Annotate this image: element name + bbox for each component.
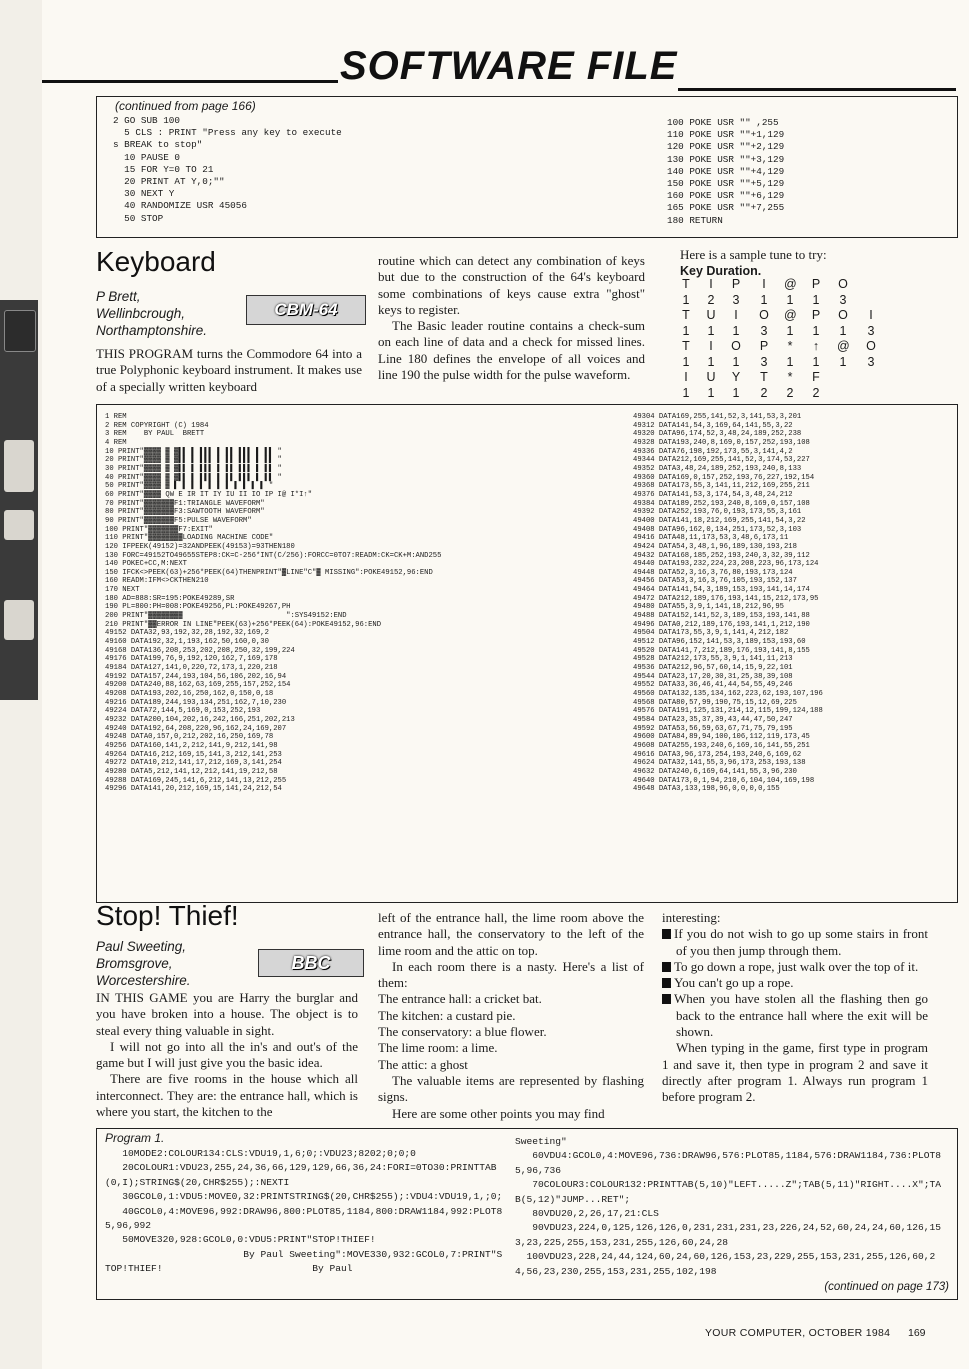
code-line: 49432 DATA168,185,252,193,240,3,32,39,112 <box>633 551 810 560</box>
code-line: 90VDU23,224,0,125,126,126,0,231,231,231,23,226,24,52,60,24,24,60,126,153,23,225,255,153,231,255,126,60,24,28 <box>515 1222 942 1248</box>
photo-key <box>4 440 34 492</box>
bullet-icon <box>662 962 671 972</box>
list-item: The entrance hall: a cricket bat. <box>378 991 542 1007</box>
tune-cell: P <box>759 339 769 353</box>
code-line: Sweeting" <box>515 1136 567 1147</box>
code-line: 49608 DATA255,193,240,6,169,16,141,55,251 <box>633 741 810 750</box>
tune-cell: 3 <box>760 354 768 369</box>
header-rule <box>678 88 956 91</box>
tune-cell: 3 <box>732 292 740 307</box>
code-line: 180 AD=888:SR=195:POKE49289,SR <box>105 594 235 603</box>
section-header: SOFTWARE FILE <box>340 44 678 88</box>
code-line: 110 POKE USR ""+1,129 <box>667 129 785 141</box>
code-line: 20COLOUR1:VDU23,255,24,36,66,129,129,66,36,24:FORI=0TO30:PRINTTAB(0,I);STRING$(20,CHR$255);:NEXTI <box>105 1162 497 1188</box>
paragraph: When typing in the game, first type in program 1 and save it, then type in program 2 and save it directly after program 1. Always run program 1 before program 2. <box>662 1040 928 1105</box>
code-line: 30GCOL0,1:VDU5:MOVE0,32:PRINTSTRING$(20,CHR$255);:VDU4:VDU19,1,;0; <box>105 1191 503 1203</box>
code-line: 49168 DATA136,208,253,202,208,250,32,199,224 <box>105 646 295 655</box>
code-line: 20 PRINT"▓▓▓▓ ▓ ▓▌▌ ▌ ▌▌▌ ▌ ▌▌ ▌▌▌ ▌ ▌▌ " <box>105 456 282 465</box>
code-line: 49552 DATA33,36,46,41,44,54,55,49,246 <box>633 681 793 690</box>
tune-cell: I <box>762 277 766 291</box>
paragraph: interesting: <box>662 910 721 925</box>
article-title: Stop! Thief! <box>96 900 239 931</box>
code-line: 60VDU4:GCOL0,4:MOVE96,736:DRAW96,576:PLOT85,1184,576:DRAW1184,736:PLOT85,96,736 <box>515 1150 942 1176</box>
code-line: 49184 DATA127,141,0,220,72,173,1,220,218 <box>105 664 278 673</box>
paragraph: routine which can detect any combination of keys but due to the construction of the 64's keyboard some combinations of keys cause extra "ghost" keys to register. <box>378 253 645 317</box>
code-line: 100VDU23,228,24,44,124,60,24,60,126,153,23,229,255,153,231,255,126,60,24,56,23,230,255,153,231,255,102,198 <box>515 1251 936 1277</box>
list-item: You can't go up a rope. <box>662 975 928 991</box>
code-line: 80 PRINT"▓▓▓▓▓▓▓F3:SAWTOOTH WAVEFORM" <box>105 508 265 517</box>
tune-cell: O <box>838 277 848 291</box>
code-line: 49584 DATA23,35,37,39,43,44,47,50,247 <box>633 715 793 724</box>
code-line: 49472 DATA212,189,176,193,141,15,212,173,95 <box>633 594 819 603</box>
code-line: 130 FORC=49152TO49655STEP8:CK=C-256*INT(C/256):FORCC=0TO7:READM:CK=CK+M:AND255 <box>105 551 442 560</box>
tune-cell: T <box>760 370 768 384</box>
tune-cell: 1 <box>786 354 794 369</box>
code-line: 50 STOP <box>113 212 164 224</box>
list-item: When you have stolen all the flashing then go back to the entrance hall where the exit will be shown. <box>662 991 928 1040</box>
tune-cell: I <box>734 308 738 322</box>
article-column-1 <box>96 346 362 395</box>
code-line: 49512 DATA96,152,141,53,3,189,153,193,60 <box>633 638 806 647</box>
code-line: 49232 DATA200,104,202,16,242,166,251,202,213 <box>105 715 295 724</box>
tune-cell: O <box>731 339 741 353</box>
tune-cell: 1 <box>707 354 715 369</box>
tune-cell: 1 <box>839 354 847 369</box>
tune-cell: 3 <box>839 292 847 307</box>
tune-cell: O <box>759 308 769 322</box>
article-column-2 <box>378 910 644 1122</box>
continued-note: (continued from page 166) <box>115 99 256 113</box>
code-line: 170 NEXT <box>105 586 140 595</box>
photo-key <box>4 310 36 352</box>
paragraph: turns the Commodore 64 into a true Polyphonic keyboard instrument. It makes use of a specially written keyboard <box>96 346 363 394</box>
code-line: 40 RANDOMIZE USR 45056 <box>113 200 247 212</box>
code-line: 90 PRINT"▓▓▓▓▓▓▓F5:PULSE WAVEFORM" <box>105 516 252 525</box>
tune-cell: I <box>709 277 713 291</box>
code-line: 49384 DATA189,252,193,240,8,169,0,157,108 <box>633 499 810 508</box>
bullet-icon <box>662 994 671 1004</box>
paragraph: Here are some other points you may find <box>392 1105 605 1121</box>
tune-cell: 1 <box>732 354 740 369</box>
code-line: 210 PRINT"▓▓ERROR IN LINE"PEEK(63)+256*PEEK(64):POKE49152,96:END <box>105 620 382 629</box>
code-line: 70COLOUR3:COLOUR132:PRINTTAB(5,10)"LEFT.....Z";TAB(5,11)"RIGHT....X";TAB(5,12)"JUMP...RET"; <box>515 1179 942 1205</box>
code-line: 160 POKE USR ""+6,129 <box>667 190 785 202</box>
code-line: 190 PL=800:PH=008:POKE49256,PL:POKE49267,PH <box>105 603 291 612</box>
code-line: 49648 DATA3,133,198,96,0,0,0,0,155 <box>633 785 780 794</box>
tune-cell: * <box>787 370 793 384</box>
code-line: 100 PRINT"▓▓▓▓▓▓▓F7:EXIT" <box>105 525 213 534</box>
code-line: 49344 DATA212,169,255,141,52,3,174,53,227 <box>633 456 810 465</box>
tune-cell: 1 <box>682 323 690 338</box>
code-line: 49400 DATA141,18,212,169,255,141,54,3,22 <box>633 516 806 525</box>
code-line: 10MODE2:COLOUR134:CLS:VDU19,1,6;0;:VDU23;8202;0;0;0 <box>105 1148 416 1159</box>
code-line: 49480 DATA55,3,9,1,141,18,212,96,95 <box>633 603 784 612</box>
listing-label: Program 1. <box>105 1131 165 1145</box>
code-line: 49312 DATA141,54,3,169,64,141,55,3,22 <box>633 421 793 430</box>
code-line: 49224 DATA72,144,5,169,0,153,252,193 <box>105 707 261 716</box>
code-line: 40GCOL0,4:MOVE96,992:DRAW96,800:PLOT85,1184,800:DRAW1184,992:PLOT85,96,992 <box>105 1205 503 1232</box>
code-line: 49464 DATA141,54,3,189,153,193,141,14,174 <box>633 586 810 595</box>
code-line: 49176 DATA199,76,9,192,120,162,7,169,178 <box>105 655 278 664</box>
code-line: 160 READM:IFM<>CKTHEN210 <box>105 577 209 586</box>
code-line: 49568 DATA80,57,99,190,75,15,12,69,225 <box>633 698 797 707</box>
article-title: Keyboard <box>96 246 216 277</box>
keyboard-photo-strip <box>0 300 38 700</box>
tune-cell: 1 <box>732 323 740 338</box>
tune-cell: 1 <box>760 292 768 307</box>
tune-cell: @ <box>784 308 797 322</box>
code-line: 49408 DATA96,162,0,134,251,173,52,3,103 <box>633 525 802 534</box>
code-listing-left <box>105 413 441 794</box>
paragraph: left of the entrance hall, the lime room above the entrance hall, the conservatory to the left of the lime room and the attic on top. <box>378 910 644 958</box>
code-line: 80VDU20,2,26,17,21:CLS <box>515 1208 659 1220</box>
tune-heading: Key Duration. <box>680 264 762 278</box>
tune-cell: 1 <box>786 292 794 307</box>
code-line: s BREAK to stop" <box>113 139 203 151</box>
tune-cell: I <box>709 339 713 353</box>
code-line: 49392 DATA252,193,76,0,193,173,55,3,161 <box>633 508 802 517</box>
lead-in: IN THIS GAME <box>96 990 188 1005</box>
tune-cell: P <box>811 277 821 291</box>
code-line: 150 IFCK<>PEEK(63)+256*PEEK(64)THENPRINT"▓LINE"C"▓ MISSING":POKE49152,96:END <box>105 568 433 577</box>
tune-cell: O <box>838 308 848 322</box>
page-number: 169 <box>908 1327 926 1339</box>
code-line: 40 PRINT"▓▓▓▓ ▓ ▓▌▌ ▌ ▌▌▌ ▌ ▌▌ ▌▌▌ ▌ ▌▌ " <box>105 473 282 482</box>
code-line: 140 POKE USR ""+4,129 <box>667 165 785 177</box>
bullet-icon <box>662 978 671 988</box>
code-line: 49336 DATA76,198,192,173,55,3,141,4,2 <box>633 447 793 456</box>
tune-cell: 1 <box>812 292 820 307</box>
tune-cell: 2 <box>786 385 794 400</box>
list-item: To go down a rope, just walk over the top of it. <box>662 959 928 975</box>
code-line: 49216 DATA189,244,193,134,251,162,7,10,230 <box>105 698 287 707</box>
code-line: 49248 DATA0,157,0,212,202,16,250,169,78 <box>105 733 274 742</box>
tune-cell: U <box>706 370 716 384</box>
tune-cell: 2 <box>707 292 715 307</box>
tune-intro: Here is a sample tune to try: <box>680 247 827 262</box>
code-line: 120 POKE USR ""+2,129 <box>667 141 785 153</box>
code-line: 49624 DATA32,141,55,3,96,173,253,193,138 <box>633 759 806 768</box>
code-line: 3 REM BY PAUL BRETT <box>105 430 205 439</box>
tune-cell: 3 <box>760 323 768 338</box>
article-column-2 <box>378 253 645 383</box>
code-line: 49520 DATA141,7,212,189,176,193,141,8,155 <box>633 646 810 655</box>
code-line: 49328 DATA193,240,8,169,0,157,252,193,108 <box>633 438 810 447</box>
tune-cell: I <box>869 308 873 322</box>
c64-listing-box <box>96 404 958 903</box>
tune-cell: 1 <box>682 292 690 307</box>
article-author: P Brett, Wellinbcrough, Northamptonshire. <box>96 289 208 338</box>
code-line: 49288 DATA169,245,141,6,212,141,13,212,255 <box>105 776 287 785</box>
bbc-listing-box <box>96 1128 958 1300</box>
tune-cell: 2 <box>812 385 820 400</box>
code-line: 49632 DATA240,6,169,64,141,55,3,96,230 <box>633 767 797 776</box>
code-line: 49616 DATA3,96,173,254,193,240,6,169,62 <box>633 750 802 759</box>
code-line: 49280 DATA5,212,141,12,212,141,19,212,58 <box>105 767 278 776</box>
tune-cell: I <box>684 370 688 384</box>
tune-cell: 2 <box>760 385 768 400</box>
list-item: If you do not wish to go up some stairs in front of you then jump through them. <box>662 926 928 959</box>
tune-cell: T <box>682 277 690 291</box>
code-line: 49376 DATA141,53,3,174,54,3,48,24,212 <box>633 490 793 499</box>
nasty-list <box>378 991 644 1072</box>
tune-cell: 1 <box>682 354 690 369</box>
code-line: 50MOVE320,928:GCOL0,0:VDU5:PRINT"STOP!THIEF! <box>105 1234 376 1246</box>
code-line: 10 PAUSE 0 <box>113 151 180 163</box>
list-item: The conservatory: a blue flower. <box>378 1024 547 1040</box>
list-item: The lime room: a lime. <box>378 1040 498 1056</box>
code-line: 1 REM <box>105 413 127 421</box>
code-line: 49416 DATA48,11,173,53,3,48,6,173,11 <box>633 534 789 543</box>
code-line: 15 FOR Y=0 TO 21 <box>113 163 214 175</box>
tune-cell: 3 <box>867 354 875 369</box>
tune-cell: Y <box>731 370 741 384</box>
code-listing-right <box>633 413 823 794</box>
code-line: 49424 DATA54,3,48,1,96,189,130,193,218 <box>633 542 797 551</box>
code-line: 49544 DATA23,17,20,30,31,25,38,39,108 <box>633 672 793 681</box>
tune-cell: ↑ <box>812 339 820 353</box>
code-line: 50 PRINT"▓▓▓▓ ▓ ▌ ▌ ▌ ▌ ▌ ▌ ▌ ▌ ▌ ▌ ▌ " <box>105 482 274 491</box>
tune-cell: U <box>706 308 716 322</box>
bullet-icon <box>662 929 671 939</box>
code-line: 49240 DATA192,64,208,220,96,162,24,169,207 <box>105 724 287 733</box>
tune-cell: 1 <box>839 323 847 338</box>
tune-cell: 1 <box>707 385 715 400</box>
code-line: 49264 DATA16,212,169,15,141,3,212,141,253 <box>105 750 282 759</box>
code-line: 10 PRINT"▓▓▓▓ ▓ ▓▌▌ ▌ ▌▌▌ ▌ ▌▌ ▌▌▌ ▌ ▌▌ " <box>105 447 282 456</box>
paragraph: There are five rooms in the house which all interconnect. They are: the entrance hall, which is where you start, the kitchen to the <box>96 1071 358 1120</box>
code-line: 49272 DATA10,212,141,17,212,169,3,141,254 <box>105 759 282 768</box>
code-line: 49504 DATA173,55,3,9,1,141,4,212,182 <box>633 629 789 638</box>
code-line: 200 PRINT"▓▓▓▓▓▓▓▓ ":SYS49152:END <box>105 612 347 621</box>
code-line: 49592 DATA53,56,59,63,67,71,75,79,195 <box>633 724 793 733</box>
top-listing-box <box>96 96 958 238</box>
tune-cell: P <box>811 308 821 322</box>
code-line: 49200 DATA240,88,162,63,169,255,157,252,154 <box>105 681 291 690</box>
code-line: 49448 DATA52,3,16,3,76,80,193,173,124 <box>633 568 793 577</box>
code-line: 140 POKEC+CC,M:NEXT <box>105 560 187 569</box>
code-line: 49296 DATA141,20,212,169,15,141,24,212,54 <box>105 785 282 794</box>
lead-in: THIS PROGRAM <box>96 346 194 361</box>
tune-cell: P <box>731 277 741 291</box>
code-line: 49304 DATA169,255,141,52,3,141,53,3,201 <box>633 413 802 421</box>
code-line: 130 POKE USR ""+3,129 <box>667 153 785 165</box>
continued-note: (continued on page 173) <box>824 1281 949 1293</box>
code-listing-left <box>105 1147 505 1277</box>
code-line: 120 IFPEEK(49152)=32ANDPEEK(49153)=93THEN180 <box>105 542 295 551</box>
code-line: 49192 DATA157,244,193,104,56,106,202,16,94 <box>105 672 287 681</box>
paragraph: In each room there is a nasty. Here's a list of them: <box>378 958 644 991</box>
code-line: 49528 DATA212,173,55,3,9,1,141,11,213 <box>633 655 793 664</box>
code-line: 49152 DATA32,93,192,32,28,192,32,169,2 <box>105 629 269 638</box>
code-line: 5 CLS : PRINT "Press any key to execute <box>113 127 342 139</box>
code-line: 100 POKE USR "" ,255 <box>667 117 779 128</box>
code-line: 49488 DATA152,141,52,3,189,153,193,141,88 <box>633 612 810 621</box>
code-line: By Paul Sweeting":MOVE330,932:GCOL0,7:PRINT"STOP!THIEF! By Paul <box>105 1248 503 1275</box>
code-line: 70 PRINT"▓▓▓▓▓▓▓F1:TRIANGLE WAVEFORM" <box>105 499 265 508</box>
footer-publication: YOUR COMPUTER, OCTOBER 1984 <box>705 1327 891 1339</box>
tune-cell: F <box>812 370 820 384</box>
article-column-1 <box>96 990 358 1120</box>
photo-key <box>4 600 34 640</box>
list-item: The attic: a ghost <box>378 1056 468 1072</box>
code-line: 30 PRINT"▓▓▓▓ ▓ ▓▌▌ ▌ ▌▌▌ ▌ ▌▌ ▌▌▌ ▌ ▌▌ " <box>105 464 282 473</box>
code-line: 49536 DATA212,96,57,60,14,15,9,22,101 <box>633 664 793 673</box>
code-line: 165 POKE USR ""+7,255 <box>667 202 785 214</box>
code-line: 49352 DATA3,48,24,189,252,193,240,8,133 <box>633 464 802 473</box>
code-line: 49456 DATA53,3,16,3,76,105,193,152,137 <box>633 577 797 586</box>
code-line: 2 REM COPYRIGHT (C) 1984 <box>105 421 209 430</box>
code-line: 30 NEXT Y <box>113 188 175 200</box>
code-line: 150 POKE USR ""+5,129 <box>667 178 785 190</box>
code-line: 49440 DATA193,232,224,23,208,223,96,173,124 <box>633 560 819 569</box>
paragraph: I will not go into all the in's and out's of the game but I will just give you the basic idea. <box>96 1038 358 1071</box>
tune-cell: @ <box>784 277 797 291</box>
code-line: 49160 DATA192,32,1,193,162,50,160,0,30 <box>105 638 269 647</box>
code-line: 49640 DATA173,0,1,94,210,6,104,104,169,198 <box>633 776 815 785</box>
tune-cell: 1 <box>812 323 820 338</box>
code-line: 49208 DATA193,202,16,250,162,0,150,0,18 <box>105 690 274 698</box>
code-line: 49320 DATA96,174,52,3,48,24,189,252,238 <box>633 430 802 439</box>
paragraph: The Basic leader routine contains a check-sum on each line of data and a check for missed lines. Line 180 defines the envelope of all voices and line 190 the pulse width for the pulse waveform. <box>378 318 645 383</box>
code-line: 60 PRINT"▓▓▓▓ QW E IR IT IY IU II IO IP I@ I*I↑" <box>105 490 313 499</box>
code-listing-right <box>515 1135 945 1279</box>
code-line: 49560 DATA132,135,134,162,223,62,193,107,196 <box>633 690 823 698</box>
article-author: Paul Sweeting, Bromsgrove, Worcestershire. <box>96 939 191 988</box>
machine-tag: CBM-64 <box>246 295 366 325</box>
article-column-3 <box>662 910 928 1106</box>
tune-cell: 1 <box>682 385 690 400</box>
code-line: 49256 DATA160,141,2,212,141,9,212,141,98 <box>105 741 278 750</box>
photo-key <box>4 510 34 540</box>
code-listing-left <box>113 115 342 225</box>
code-line: 49496 DATA0,212,189,176,193,141,1,212,190 <box>633 620 810 629</box>
tune-cell: @ <box>837 339 850 353</box>
code-line: 49368 DATA173,55,3,141,11,212,169,255,211 <box>633 482 810 491</box>
code-listing-right <box>667 117 784 227</box>
paragraph: you are Harry the burglar and you have broken into a house. The object is to steal every thing valuable in sight. <box>96 990 358 1038</box>
code-line: 180 RETURN <box>667 214 723 226</box>
tune-cell: 3 <box>867 323 875 338</box>
tune-cell: 1 <box>786 323 794 338</box>
code-line: 49576 DATA191,125,131,214,12,115,199,124,188 <box>633 707 823 716</box>
tune-cell: 1 <box>707 323 715 338</box>
code-line: 2 GO SUB 100 <box>113 115 180 126</box>
tune-cell: O <box>866 339 876 353</box>
paragraph: The valuable items are represented by flashing signs. <box>378 1072 644 1105</box>
code-line: 110 PRINT"▓▓▓▓▓▓▓▓LOADING MACHINE CODE" <box>105 534 274 543</box>
tune-cell: 1 <box>732 385 740 400</box>
code-line: 49600 DATA84,89,94,100,106,112,119,173,45 <box>633 733 810 742</box>
machine-tag: BBC <box>258 949 364 977</box>
code-line: 49360 DATA169,0,157,252,193,76,227,192,154 <box>633 473 815 482</box>
list-item: The kitchen: a custard pie. <box>378 1007 516 1023</box>
tune-cell: * <box>787 339 793 353</box>
code-line: 20 PRINT AT Y,0;"" <box>113 176 225 188</box>
code-line: 4 REM <box>105 438 127 447</box>
tips-list <box>662 926 928 1040</box>
tune-cell: T <box>682 308 690 322</box>
header-rule <box>42 80 338 83</box>
tune-cell: T <box>682 339 690 353</box>
tune-cell: 1 <box>812 354 820 369</box>
